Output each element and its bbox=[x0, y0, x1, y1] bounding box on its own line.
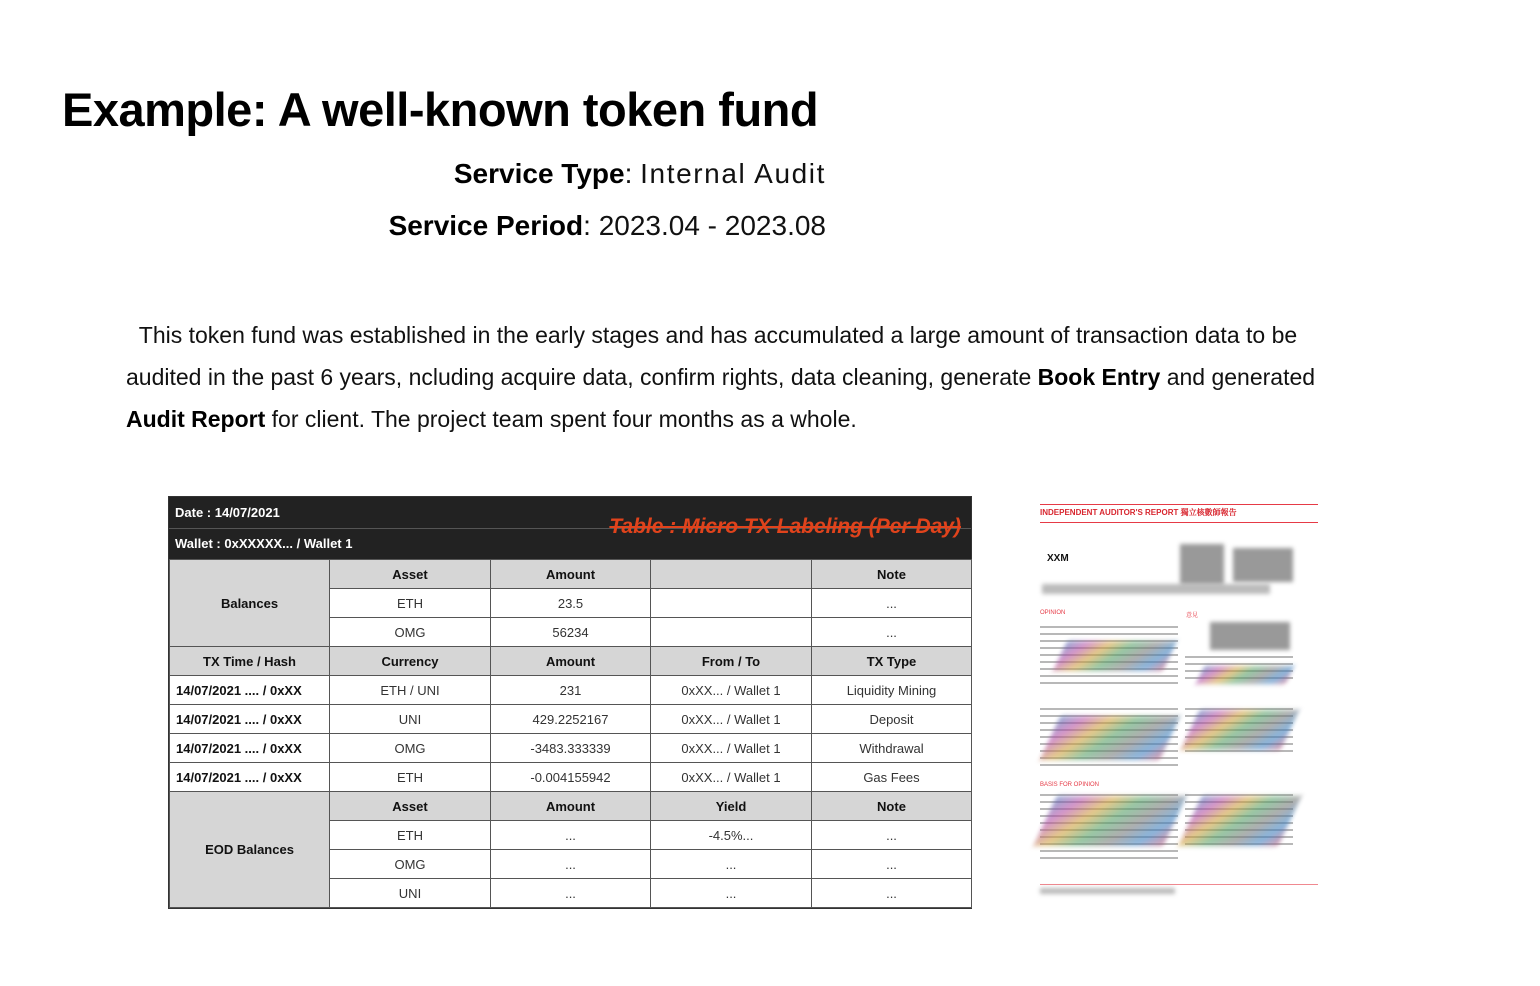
table-cell: -0.004155942 bbox=[491, 763, 651, 792]
audit-report-term: Audit Report bbox=[126, 406, 266, 432]
page-title: Example: A well-known token fund bbox=[62, 83, 819, 136]
table-cell: Liquidity Mining bbox=[812, 676, 972, 705]
table-cell: ... bbox=[812, 589, 972, 618]
table-cell: 0xXX... / Wallet 1 bbox=[651, 676, 812, 705]
table-row bbox=[170, 647, 972, 676]
column-header: Yield bbox=[651, 792, 812, 821]
column-header: Note bbox=[812, 792, 972, 821]
column-header: Amount bbox=[491, 647, 651, 676]
table-cell: ... bbox=[651, 850, 812, 879]
table-cell: 14/07/2021 .... / 0xXX bbox=[170, 763, 330, 792]
table-cell: 14/07/2021 .... / 0xXX bbox=[170, 705, 330, 734]
table-cell: ... bbox=[812, 879, 972, 908]
redaction-smear bbox=[1196, 666, 1294, 684]
description-paragraph bbox=[126, 314, 1366, 440]
redacted-block bbox=[1042, 584, 1270, 594]
redacted-block bbox=[1180, 544, 1224, 584]
report-title: INDEPENDENT AUDITOR'S REPORT 獨立核數師報告 bbox=[1040, 508, 1237, 517]
table-cell: Gas Fees bbox=[812, 763, 972, 792]
table-cell: ETH bbox=[330, 763, 491, 792]
micro-tx-table-panel bbox=[168, 496, 972, 909]
table-cell: ... bbox=[812, 850, 972, 879]
table-cell: -4.5%... bbox=[651, 821, 812, 850]
redaction-smear bbox=[1033, 796, 1186, 846]
redaction-smear bbox=[1053, 641, 1177, 671]
table-cell: ETH bbox=[330, 589, 491, 618]
service-type: Service Type: Internal Audit bbox=[453, 158, 826, 189]
redaction-smear bbox=[1181, 710, 1300, 750]
table-cell: ... bbox=[651, 879, 812, 908]
redaction-smear bbox=[1040, 716, 1181, 760]
column-header: Currency bbox=[330, 647, 491, 676]
table-cell: ... bbox=[491, 821, 651, 850]
report-logo: XXM bbox=[1047, 553, 1069, 564]
table-caption: Table : Micro TX Labeling (Per Day) bbox=[609, 515, 961, 538]
table-cell: ... bbox=[491, 850, 651, 879]
column-header: TX Type bbox=[812, 647, 972, 676]
table-cell: ETH bbox=[330, 821, 491, 850]
report-title-rule bbox=[1040, 522, 1318, 523]
table-row bbox=[170, 734, 972, 763]
table-cell: 0xXX... / Wallet 1 bbox=[651, 763, 812, 792]
description-text-1: This token fund was established in the early stages and has accumulated a large amount of transaction data to be audited in the past 6 years, ncluding acquire data, confirm rights, data cleaning, generate bbox=[126, 322, 1298, 390]
redacted-block bbox=[1210, 622, 1290, 650]
table-cell: ... bbox=[812, 821, 972, 850]
table-cell: Withdrawal bbox=[812, 734, 972, 763]
column-header bbox=[651, 560, 812, 589]
column-header: Asset bbox=[330, 792, 491, 821]
table-date: Date : 14/07/2021 bbox=[175, 505, 280, 520]
table-cell: 429.2252167 bbox=[491, 705, 651, 734]
table-row bbox=[170, 763, 972, 792]
table-cell bbox=[651, 589, 812, 618]
table-cell bbox=[651, 618, 812, 647]
balances-section-label: Balances bbox=[170, 560, 330, 647]
description-text-3: for client. The project team spent four months as a whole. bbox=[265, 406, 857, 432]
table-cell: OMG bbox=[330, 734, 491, 763]
table-cell: ETH / UNI bbox=[330, 676, 491, 705]
table-cell: 0xXX... / Wallet 1 bbox=[651, 734, 812, 763]
report-opinion-heading: OPINION bbox=[1040, 610, 1066, 616]
column-header: Amount bbox=[491, 560, 651, 589]
table-cell: 14/07/2021 .... / 0xXX bbox=[170, 676, 330, 705]
table-row bbox=[170, 676, 972, 705]
table-cell: 14/07/2021 .... / 0xXX bbox=[170, 734, 330, 763]
description-text-2: and generated bbox=[1160, 364, 1316, 390]
table-cell: 23.5 bbox=[491, 589, 651, 618]
table-cell: 56234 bbox=[491, 618, 651, 647]
table-row bbox=[170, 560, 972, 589]
service-period-label: Service Period bbox=[388, 210, 584, 241]
micro-tx-table bbox=[169, 559, 972, 908]
table-cell: ... bbox=[491, 879, 651, 908]
redacted-block bbox=[1233, 548, 1293, 582]
table-cell: Deposit bbox=[812, 705, 972, 734]
report-opinion-heading-cn: 意見 bbox=[1186, 613, 1199, 619]
report-basis-heading: BASIS FOR OPINION bbox=[1040, 782, 1100, 788]
table-cell: UNI bbox=[330, 705, 491, 734]
table-header-bar bbox=[169, 497, 971, 559]
table-wallet: Wallet : 0xXXXXX... / Wallet 1 bbox=[175, 536, 353, 551]
service-type-label: Service Type bbox=[453, 158, 625, 189]
table-cell: OMG bbox=[330, 618, 491, 647]
service-period: Service Period: 2023.04 - 2023.08 bbox=[388, 210, 826, 241]
column-header: TX Time / Hash bbox=[170, 647, 330, 676]
service-type-value: Internal Audit bbox=[640, 158, 826, 189]
column-header: From / To bbox=[651, 647, 812, 676]
book-entry-term: Book Entry bbox=[1037, 364, 1161, 390]
table-cell: -3483.333339 bbox=[491, 734, 651, 763]
report-top-rule bbox=[1040, 504, 1318, 505]
audit-report-thumbnail bbox=[1030, 496, 1330, 898]
table-cell: UNI bbox=[330, 879, 491, 908]
table-row bbox=[170, 705, 972, 734]
column-header: Amount bbox=[491, 792, 651, 821]
table-cell: OMG bbox=[330, 850, 491, 879]
redacted-block bbox=[1040, 888, 1175, 894]
eod-balances-section-label: EOD Balances bbox=[170, 792, 330, 908]
table-row bbox=[170, 792, 972, 821]
report-bottom-rule bbox=[1040, 884, 1318, 885]
column-header: Note bbox=[812, 560, 972, 589]
table-cell: 0xXX... / Wallet 1 bbox=[651, 705, 812, 734]
table-cell: 231 bbox=[491, 676, 651, 705]
service-period-value: 2023.04 - 2023.08 bbox=[598, 210, 826, 241]
table-cell: ... bbox=[812, 618, 972, 647]
column-header: Asset bbox=[330, 560, 491, 589]
